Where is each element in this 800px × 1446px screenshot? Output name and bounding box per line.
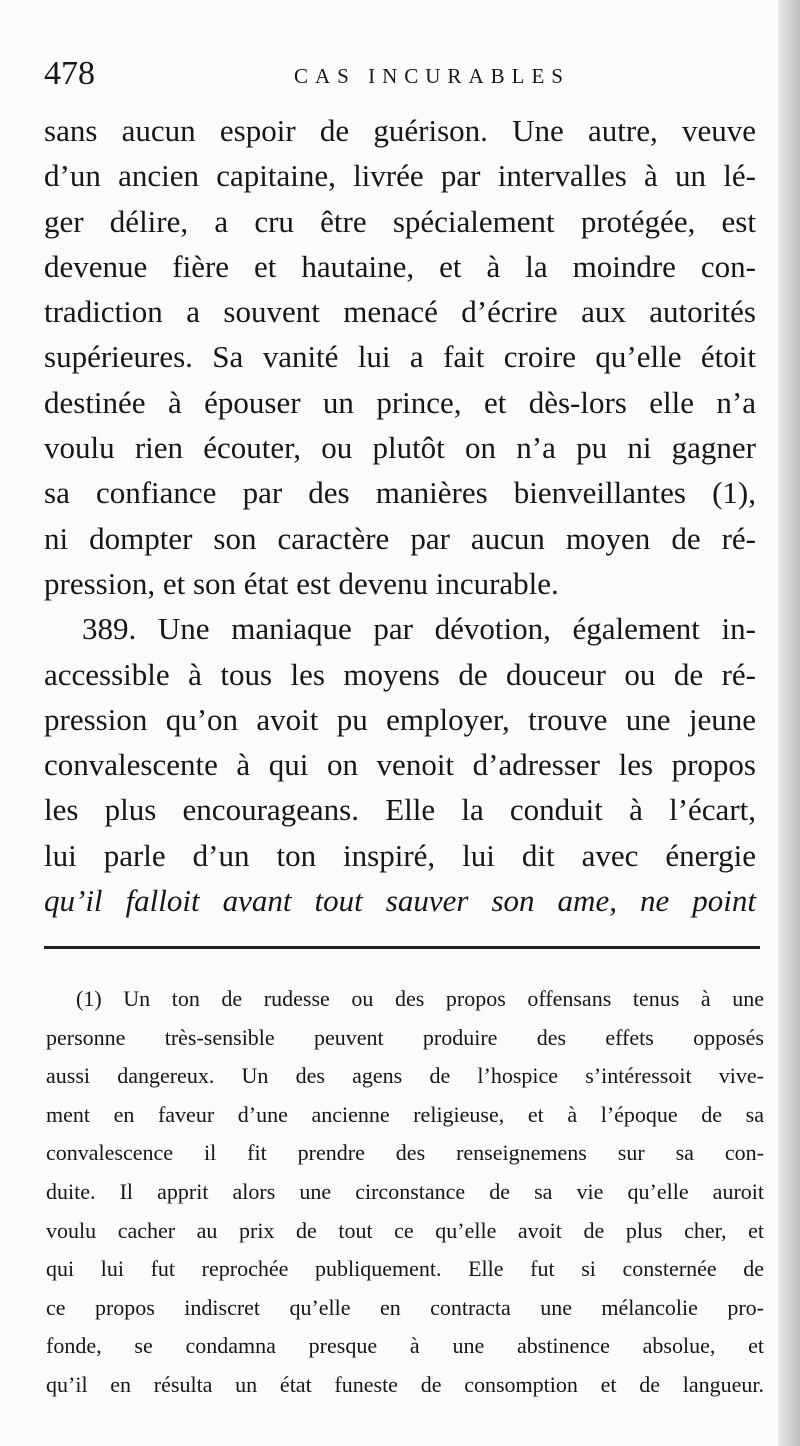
running-head: CAS INCURABLES [294, 64, 570, 88]
footnote-line: personne très-sensible peuvent produire des effets opposés [46, 1024, 764, 1050]
body-text [44, 108, 756, 923]
paragraph-start-line: 389. Une maniaque par dévotion, également in- [82, 611, 756, 647]
body-line: pression, et son état est devenu incurable. [44, 565, 559, 601]
body-line: accessible à tous les moyens de douceur ou de ré- [44, 656, 756, 692]
body-line: supérieures. Sa vanité lui a fait croire qu’elle étoit [44, 339, 756, 375]
body-line-italic: qu’il falloit avant tout sauver son ame, ne point [44, 883, 756, 919]
page-header [44, 52, 760, 96]
body-line: devenue fière et hautaine, et à la moindre con- [44, 248, 756, 284]
footnote-line: qui lui fut reprochée publiquement. Elle fut si consternée de [46, 1256, 764, 1282]
footnote-line: qu’il en résulta un état funeste de consomption et de langueur. [46, 1371, 764, 1397]
footnote-line: ment en faveur d’une ancienne religieuse, et à l’époque de sa [46, 1101, 764, 1127]
footnote-line: ce propos indiscret qu’elle en contracta une mélancolie pro- [46, 1294, 764, 1320]
footnote-line: duite. Il apprit alors une circonstance de sa vie qu’elle auroit [46, 1178, 764, 1204]
body-line: tradiction a souvent menacé d’écrire aux autorités [44, 294, 756, 330]
footnote-line: convalescence il fit prendre des renseignemens sur sa con- [46, 1140, 764, 1166]
footnote-rule [44, 946, 760, 949]
page-edge [778, 0, 800, 1446]
body-line: lui parle d’un ton inspiré, lui dit avec énergie [44, 837, 756, 873]
body-line: sa confiance par des manières bienveillantes (1), [44, 475, 756, 511]
footnote-line: voulu cacher au prix de tout ce qu’elle avoit de plus cher, et [46, 1217, 764, 1243]
footnote [46, 980, 764, 1405]
footnote-line: aussi dangereux. Un des agens de l’hospice s’intéressoit vive- [46, 1063, 764, 1089]
body-line: pression qu’on avoit pu employer, trouve une jeune [44, 701, 756, 737]
page-number: 478 [44, 55, 95, 92]
body-line: convalescente à qui on venoit d’adresser les propos [44, 747, 756, 783]
body-line: sans aucun espoir de guérison. Une autre, veuve [44, 113, 756, 148]
footnote-line: (1) Un ton de rudesse ou des propos offensans tenus à une [76, 986, 764, 1011]
body-line: les plus encourageans. Elle la conduit à l’écart, [44, 792, 756, 828]
body-line: d’un ancien capitaine, livrée par intervalles à un lé- [44, 158, 756, 194]
footnote-line: fonde, se condamna presque à une abstinence absolue, et [46, 1333, 764, 1359]
body-line: ger délire, a cru être spécialement protégée, est [44, 203, 756, 239]
body-line: ni dompter son caractère par aucun moyen de ré- [44, 520, 756, 556]
body-line: voulu rien écouter, ou plutôt on n’a pu ni gagner [44, 430, 756, 466]
body-line: destinée à épouser un prince, et dès-lors elle n’a [44, 384, 756, 420]
